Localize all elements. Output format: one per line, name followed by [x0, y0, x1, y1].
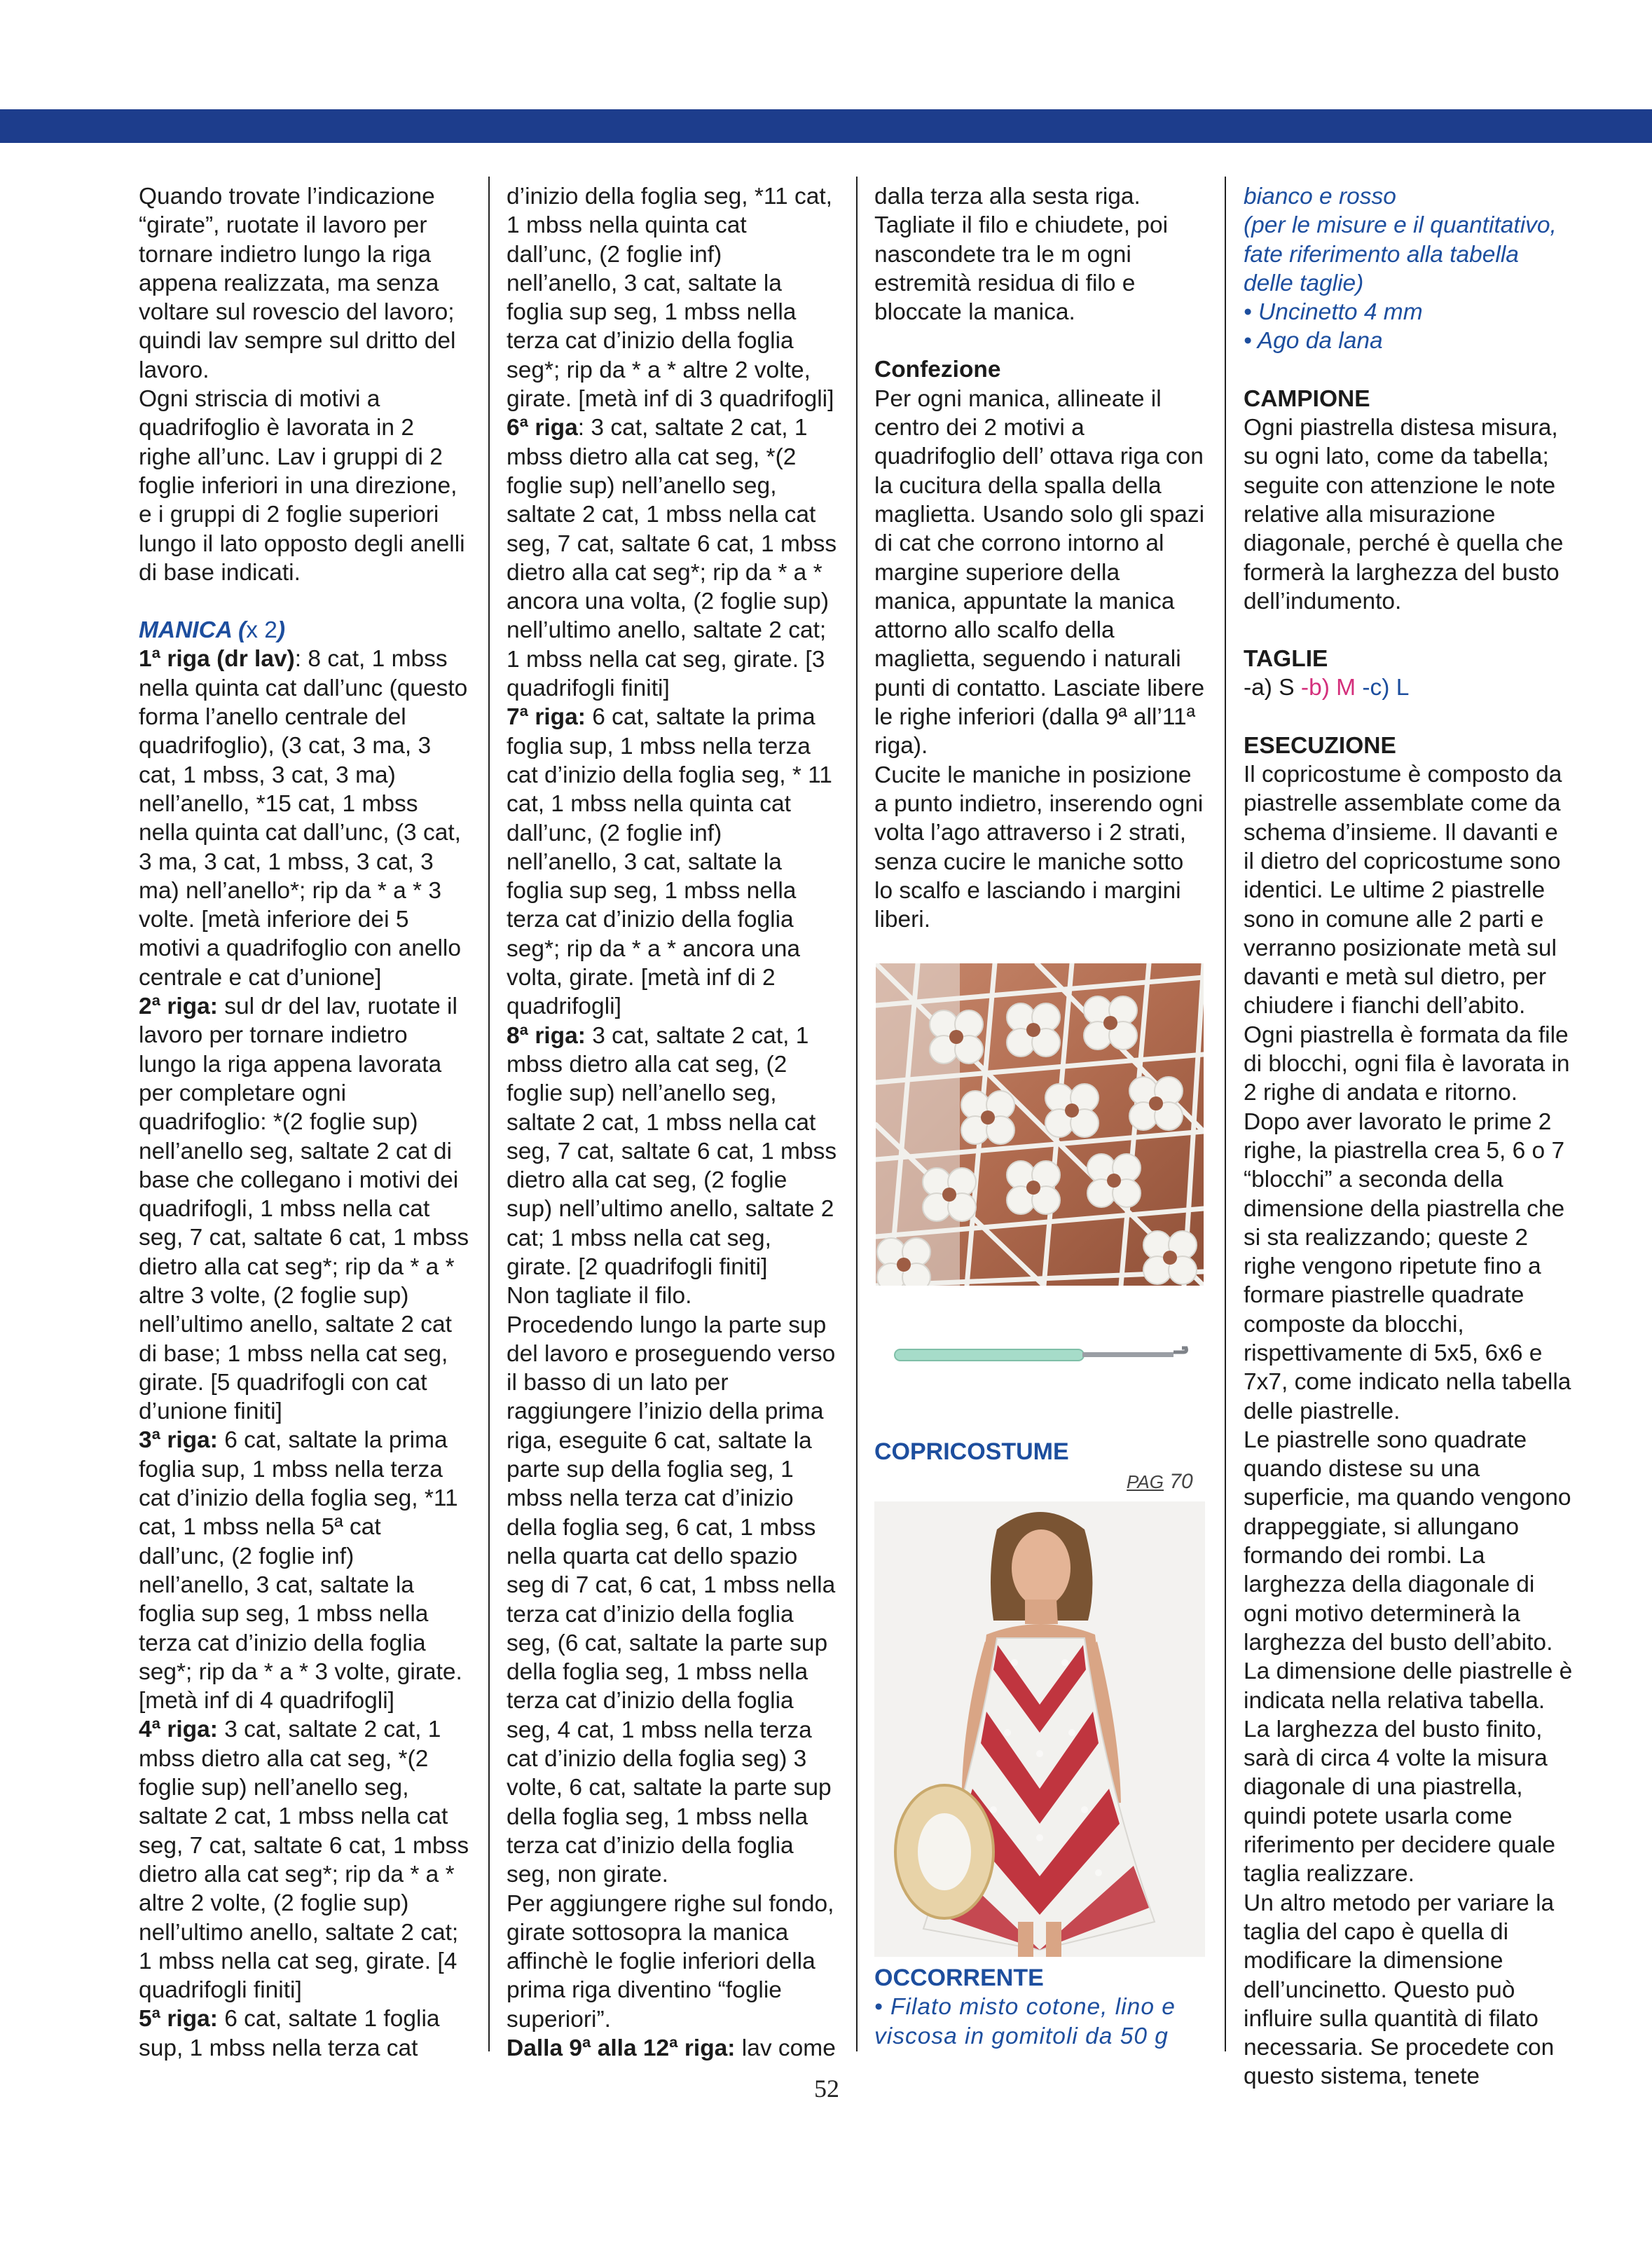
- occorrente-item: • Filato misto cotone, lino e viscosa in gomitoli da 50 g: [874, 1994, 1176, 2049]
- pag-number: 70: [1169, 1470, 1193, 1493]
- paragraph: Per ogni manica, allineate il centro dei 2 motivi a quadrifoglio dell’ ottava riga con la cucitura della spalla della maglietta. Usando solo gli spazi di cat che corrono intorno al margine superiore della manica, appuntate la manica attorno allo scalfo della maglietta, seguendo i naturali punti di contatto. Lasciate libere le righe inferiori (dalla 9ª all’11ª riga).: [874, 385, 1205, 759]
- taglie-heading: TAGLIE: [1244, 646, 1328, 673]
- size-b-label: -b): [1294, 675, 1337, 701]
- copricostume-block: [874, 1438, 1205, 1466]
- occorrente-heading: OCCORRENTE: [874, 1965, 1044, 1991]
- lead-paragraph: dalla terza alla sesta riga. Tagliate il filo e chiudete, poi nascondete tra le m ogni estremità residua di filo e bloccate la manica.: [874, 184, 1169, 326]
- page-number: 52: [814, 2075, 839, 2103]
- taglie-line: [1244, 673, 1574, 702]
- paragraph: Non tagliate il filo.: [507, 1283, 692, 1309]
- row-text: 3 cat, saltate 2 cat, 1 mbss dietro alla cat seg, *(2 foglie sup) nell’anello seg, saltate 2 cat, 1 mbss nella cat seg, 7 cat, saltate 6 cat, 1 mbss dietro alla cat seg*; rip da * a * altre 2 volte, (2 foglie sup) nell’ultimo anello, saltate 2 cat; 1 mbss nella cat seg, girate. [4 quadrifogli finiti]: [139, 1717, 469, 2004]
- manica-heading: [139, 616, 469, 645]
- row-3: [139, 1426, 469, 1715]
- page-reference: [1127, 1470, 1193, 1494]
- row-text: : 3 cat, saltate 2 cat, 1 mbss dietro alla cat seg, *(2 foglie sup) nell’anello seg, saltate 2 cat, 1 mbss nella cat seg, 7 cat, saltate 6 cat, 1 mbss dietro alla cat seg*; rip da * a * ancora una volta, (2 foglie sup) nell’ultimo anello, saltate 2 cat; 1 mbss nella cat seg, girate. [3 quadrifogli finiti]: [507, 415, 837, 702]
- row-text: : 8 cat, 1 mbss nella quinta cat dall’unc (questo forma l’anello centrale del quadrifoglio), (3 cat, 3 ma, 3 cat, 1 mbss, 3 cat, 3 ma) nell’anello, *15 cat, 1 mbss nella quinta cat dall’unc, (3 cat, 3 ma, 3 cat, 1 mbss, 3 cat, 3 ma) nell’anello*; rip da * a * 3 volte. [metà inferiore dei 5 motivi a quadrifoglio con anello centrale e cat d’unione]: [139, 646, 468, 991]
- row-6: [507, 413, 837, 703]
- manica-title: MANICA (: [139, 617, 247, 644]
- row-text: sul dr del lav, ruotate il lavoro per tornare indietro lungo la riga appena lavorata per completare ogni quadrifoglio: *(2 foglie sup) nell’anello seg, saltate 2 cat di base che collegano i motivi dei quadrifogli, 1 mbss nella cat seg, 7 cat, saltate 6 cat, 1 mbss dietro alla cat seg*; rip da * a * altre 3 volte, (2 foglie sup) nell’ultimo anello, saltate 2 cat di base; 1 mbss nella cat seg, girate. [5 quadrifogli con cat d’unione finiti]: [139, 993, 469, 1425]
- row-label: 2ª riga:: [139, 993, 218, 1020]
- pag-label: PAG: [1127, 1471, 1164, 1492]
- row-2: [139, 992, 469, 1426]
- paragraph: Le piastrelle sono quadrate quando distese su una superficie, ma quando vengono drappeggiate, si allungano formando dei rombi. La larghezza della diagonale di ogni motivo determinerà la larghezza del busto dell’abito. La dimensione delle piastrelle è indicata nella relativa tabella. La larghezza del busto finito, sarà di circa 4 volte la misura diagonale di una piastrella, quindi potete usarla come riferimento per decidere quale taglia realizzare.: [1244, 1426, 1573, 1887]
- intro-paragraph-2: Ogni striscia di motivi a quadrifoglio è lavorata in 2 righe all’unc. Lav i gruppi di 2 foglie inferiori in una direzione, e i gruppi di 2 foglie superiori lungo il lato opposto degli anelli di base indicati.: [139, 386, 465, 586]
- intro-paragraph-1: Quando trovate l’indicazione “girate”, ruotate il lavoro per tornare indietro lungo la riga appena realizzata, ma senza voltare sul rovescio del lavoro; quindi lav sempre sul dritto del lavoro.: [139, 184, 456, 383]
- row-label: 5ª riga:: [139, 2006, 218, 2033]
- size-s: S: [1279, 675, 1295, 701]
- size-c-label: -c): [1356, 675, 1396, 701]
- row-label: 7ª riga:: [507, 704, 586, 731]
- column-4: [1244, 182, 1574, 2091]
- esecuzione-heading: ESECUZIONE: [1244, 732, 1396, 759]
- occorrente-item: • Ago da lana: [1244, 328, 1383, 355]
- column-divider: [1225, 177, 1226, 2051]
- campione-heading: CAMPIONE: [1244, 385, 1370, 412]
- column-3: [874, 182, 1205, 934]
- size-a-label: -a): [1244, 675, 1279, 701]
- manica-count: x 2: [246, 617, 277, 644]
- occorrente-block: [874, 1964, 1205, 2051]
- paragraph: Per aggiungere righe sul fondo, girate sottosopra la manica affinchè le foglie inferiori della prima riga diventino “foglie superiori”.: [507, 1890, 834, 2033]
- occorrente-continued: bianco e rosso: [1244, 184, 1396, 209]
- row-text: 3 cat, saltate 2 cat, 1 mbss dietro alla cat seg, (2 foglie sup) nell’anello seg, saltate 2 cat, 1 mbss nella cat seg, 7 cat, saltate 6 cat, 1 mbss dietro alla cat seg, (2 foglie sup) nell’ultimo anello, saltate 2 cat; 1 mbss nella cat seg, girate. [2 quadrifogli finiti]: [507, 1022, 837, 1280]
- row-label: 4ª riga:: [139, 1717, 218, 1743]
- crochet-hook-icon: [893, 1344, 1195, 1366]
- paragraph: Procedendo lungo la parte sup del lavoro e proseguendo verso il basso di un lato per raggiungere l’inizio della prima riga, eseguite 6 cat, saltate la parte sup della foglia seg, 1 mbss nella terza cat d’inizio della foglia seg, 6 cat, 1 mbss nella quarta cat dello spazio seg di 7 cat, 6 cat, 1 mbss nella terza cat d’inizio della foglia seg, (6 cat, saltate la parte sup della foglia seg, 1 mbss nella terza cat d’inizio della foglia seg, 4 cat, 1 mbss nella terza cat d’inizio della foglia seg) 3 volte, 6 cat, saltate la parte sup della foglia seg, 1 mbss nella terza cat d’inizio della foglia seg, non girate.: [507, 1312, 836, 1888]
- row-text: lav come: [735, 2035, 836, 2061]
- row-7: [507, 703, 837, 1021]
- row-label: 6ª riga: [507, 415, 578, 441]
- row-text: 6 cat, saltate 1 foglia sup, 1 mbss nella terza cat: [139, 2006, 440, 2061]
- column-divider: [488, 177, 490, 2051]
- row-label: 3ª riga:: [139, 1427, 218, 1454]
- row-1: [139, 645, 469, 992]
- column-1: [139, 182, 469, 2063]
- paragraph: Cucite le maniche in posizione a punto indietro, inserendo ogni volta l’ago attraverso i 2 strati, senza cucire le maniche sotto lo scalfo e lasciando i margini liberi.: [874, 762, 1204, 933]
- row-text: 6 cat, saltate la prima foglia sup, 1 mbss nella terza cat d’inizio della foglia seg, *11 cat, 1 mbss nella 5ª cat dall’unc, (2 foglie inf) nell’anello, 3 cat, saltate la foglia sup seg, 1 mbss nella terza cat d’inizio della foglia seg*; rip da * a * 3 volte, girate. [metà inf di 4 quadrifogli]: [139, 1427, 462, 1714]
- column-divider: [856, 177, 858, 2051]
- row-4: [139, 1715, 469, 2004]
- paragraph: Il copricostume è composto da piastrelle assemblate come da schema d’insieme. Il davanti e il dietro del copricostume sono identici. Le ultime 2 piastrelle sono in comune alle 2 parti e verranno posizionate metà sul davanti e metà sul dietro, per chiudere i fianchi dell’abito.: [1244, 762, 1562, 1019]
- confezione-heading: Confezione: [874, 357, 1001, 383]
- copricostume-heading: COPRICOSTUME: [874, 1438, 1069, 1465]
- size-m: M: [1336, 675, 1356, 701]
- row-8: [507, 1022, 837, 1282]
- row-text: 6 cat, saltate la prima foglia sup, 1 mbss nella terza cat d’inizio della foglia seg, * 11 cat, 1 mbss nella quinta cat dall’unc, (2 foglie inf) nell’anello, 3 cat, saltate la foglia sup seg, 1 mbss nella terza cat d’inizio della foglia seg*; rip da * a * ancora una volta, girate. [metà inf di 2 quadrifogli]: [507, 704, 832, 1020]
- paragraph: Ogni piastrella è formata da file di blocchi, ogni fila è lavorata in 2 righe di andata e ritorno. Dopo aver lavorato le prime 2 righe, la piastrella crea 5, 6 o 7 “blocchi” a seconda della dimensione della piastrella che si sta realizzando; queste 2 righe vengono ripetute fino a formare piastrelle quadrate composte da blocchi, rispettivamente di 5x5, 6x6 e 7x7, come indicato nella tabella delle piastrelle.: [1244, 1022, 1571, 1424]
- row-label: 1ª riga (dr lav): [139, 646, 295, 673]
- occorrente-item: • Uncinetto 4 mm: [1244, 299, 1423, 326]
- campione-paragraph: Ogni piastrella distesa misura, su ogni lato, come da tabella; seguite con attenzione le note relative alla misurazione diagonale, perché è quella che formerà la larghezza del busto dell’indumento.: [1244, 415, 1564, 614]
- row-label: Dalla 9ª alla 12ª riga:: [507, 2035, 736, 2061]
- manica-close: ): [277, 617, 286, 644]
- row-label: 8ª riga:: [507, 1022, 586, 1049]
- row-9-12: [507, 2034, 837, 2063]
- row-5: [139, 2004, 469, 2063]
- column-2: [507, 182, 837, 2063]
- header-bar: [0, 109, 1652, 143]
- size-l: L: [1396, 675, 1410, 701]
- lead-paragraph: d’inizio della foglia seg, *11 cat, 1 mbss nella quinta cat dall’unc, (2 foglie inf) nell’anello, 3 cat, saltate la foglia sup seg, 1 mbss nella terza cat d’inizio della foglia seg*; rip da * a * altre 2 volte, girate. [metà inf di 3 quadrifogli]: [507, 184, 834, 413]
- paragraph: Un altro metodo per variare la taglia del capo è quella di modificare la dimensione dell’uncinetto. Questo può influire sulla quantità di filato necessaria. Se procedete con questo sistema, tenete: [1244, 1890, 1555, 2090]
- crochet-lace-photo: [876, 963, 1204, 1286]
- dress-photo: [874, 1501, 1205, 1957]
- occorrente-note: (per le misure e il quantitativo, fate riferimento alla tabella delle taglie): [1244, 212, 1557, 296]
